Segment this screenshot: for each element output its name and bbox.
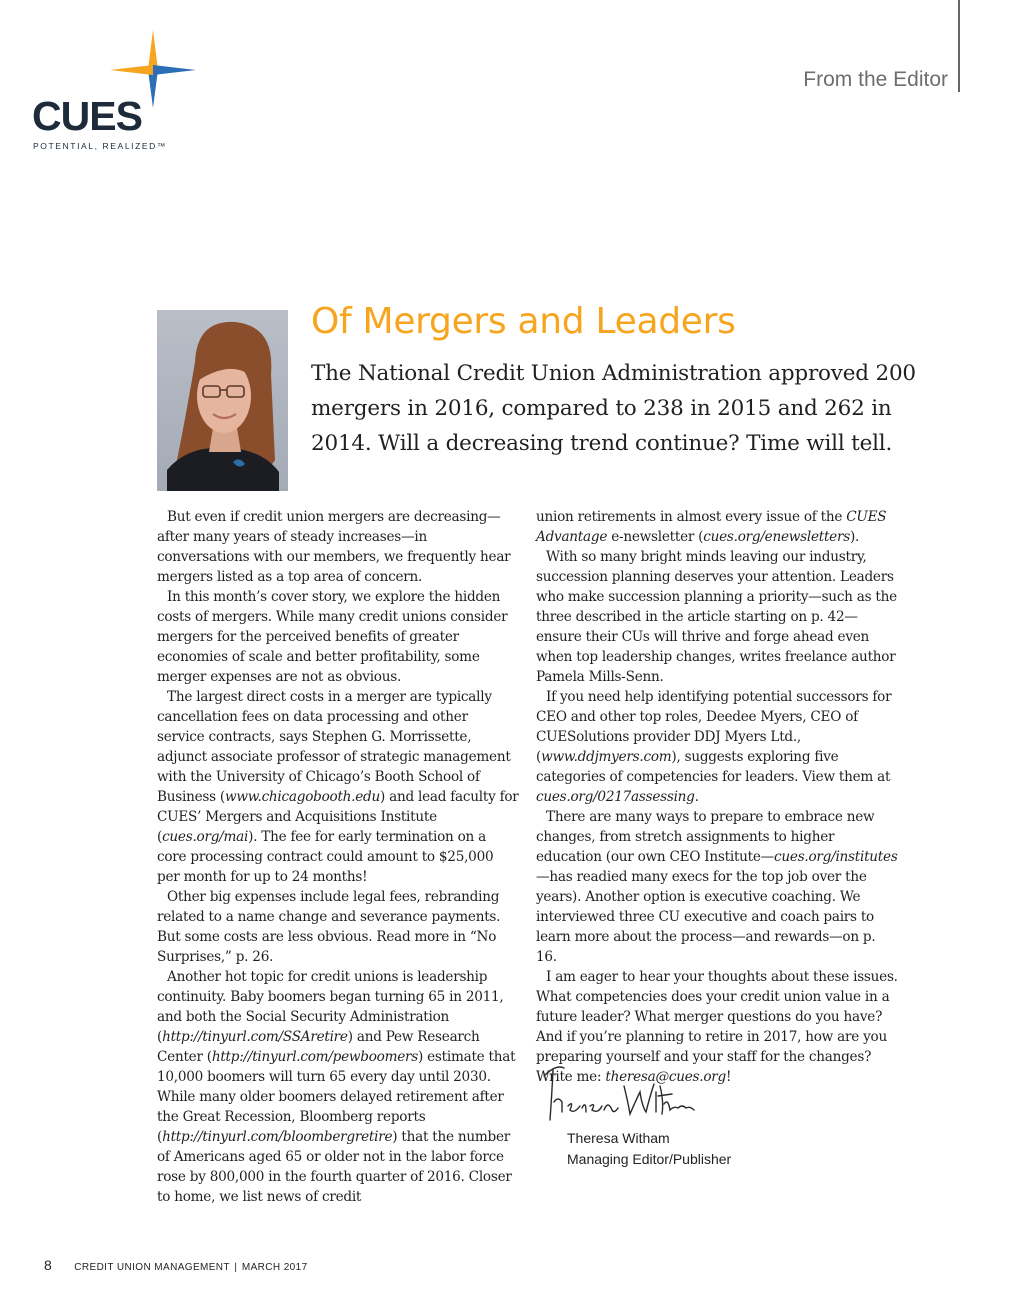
italic-reference: cues.org/mai <box>162 829 249 845</box>
paragraph-text: ) that the number of Americans aged 65 or older not in the labor force rose by 800,000 in the fourth quarter of 2016. Closer to home, we list news of credit <box>157 1129 512 1205</box>
paragraph-text: ! <box>725 1069 732 1085</box>
article-title: Of Mergers and Leaders <box>311 301 736 342</box>
paragraph-text: There are many ways to prepare to embrace new changes, from stretch assignments to higher education (our own CEO Institute— <box>536 809 875 865</box>
logo-tagline: POTENTIAL, REALIZED™ <box>33 141 168 151</box>
logo-wordmark: CUES <box>32 93 142 139</box>
paragraph-text: ). <box>849 529 860 545</box>
section-divider <box>958 0 960 92</box>
paragraph-text: ), suggests exploring five categories of competencies for leaders. View them at <box>536 749 891 785</box>
paragraph-text: The largest direct costs in a merger are typically cancellation fees on data processing and other service contracts, says Stephen G. Morrissette, adjunct associate professor of strategic management with the University of Chicago’s Booth School of Business ( <box>157 689 511 805</box>
paragraph-text: ). The fee for early termination on a core processing contract could amount to $25,000 per month for up to 24 months! <box>157 829 494 885</box>
page-number: 8 <box>44 1257 52 1273</box>
paragraph-text: Another hot topic for credit unions is leadership continuity. Baby boomers began turning 65 in 2011, and both the Social Security Administration ( <box>157 969 504 1045</box>
paragraph-text: If you need help identifying potential successors for CEO and other top roles, Deedee Myers, CEO of CUESolutions provider DDJ Myers Ltd., ( <box>536 689 892 765</box>
issue-date: MARCH 2017 <box>241 1262 308 1273</box>
italic-reference: www.ddjmyers.com <box>541 749 672 765</box>
body-paragraph <box>157 887 519 967</box>
paragraph-text: ) and lead faculty for CUES’ Mergers and Acquisitions Institute ( <box>157 789 519 845</box>
publication-name: CREDIT UNION MANAGEMENT <box>74 1262 230 1273</box>
body-paragraph <box>157 687 519 887</box>
italic-reference: http://tinyurl.com/bloombergretire <box>162 1129 393 1145</box>
italic-reference: http://tinyurl.com/pewboomers <box>211 1049 419 1065</box>
paragraph-text: union retirements in almost every issue of the <box>536 509 847 525</box>
italic-reference: cues.org/0217assessing <box>536 789 695 805</box>
article-deck: The National Credit Union Administration approved 200 mergers in 2016, compared to 238 in 2015 and 262 in 2014. Will a decreasing trend continue? Time will tell. <box>311 361 916 456</box>
body-paragraph <box>536 807 900 967</box>
page-footer <box>44 1257 308 1275</box>
italic-reference: http://tinyurl.com/SSAretire <box>162 1029 348 1045</box>
body-paragraph <box>157 587 519 687</box>
section-label: From the Editor <box>803 68 948 91</box>
signature-name: Theresa Witham <box>567 1130 670 1146</box>
body-paragraph <box>536 507 900 547</box>
body-column-right <box>536 507 900 1087</box>
italic-reference: www.chicagobooth.edu <box>224 789 380 805</box>
italic-reference: cues.org/enewsletters <box>703 529 850 545</box>
body-paragraph <box>536 687 900 807</box>
footer-separator: | <box>234 1262 238 1273</box>
paragraph-text: —has readied many execs for the top job over the years). Another option is executive coaching. We interviewed three CU executive and coach pairs to learn more about the process—and rewards—on p. 16. <box>536 869 876 965</box>
body-paragraph <box>157 507 519 587</box>
paragraph-text: . <box>694 789 699 805</box>
cues-logo <box>30 28 210 151</box>
paragraph-text: With so many bright minds leaving our industry, succession planning deserves your attention. Leaders who make succession planning a priority—such as the three described in the article starting on p. 42—ensure their CUs will thrive and forge ahead even when top leadership changes, writes freelance author Pamela Mills-Senn. <box>536 549 897 685</box>
paragraph-text: ) estimate that 10,000 boomers will turn 65 every day until 2030. While many older boomers delayed retirement after the Great Recession, Bloomberg reports ( <box>157 1049 516 1145</box>
paragraph-text: e-newsletter ( <box>607 529 704 545</box>
editor-photo <box>157 310 288 491</box>
body-column-left <box>157 507 519 1207</box>
paragraph-text: I am eager to hear your thoughts about these issues. What competencies does your credit union value in a future leader? What merger questions do you have? And if you’re planning to retire in 2017, how are you preparing yourself and your staff for the changes? Write me: <box>536 969 898 1085</box>
paragraph-text: ) and Pew Research Center ( <box>157 1029 480 1065</box>
paragraph-text: In this month’s cover story, we explore the hidden costs of mergers. While many credit unions consider mergers for the perceived benefits of greater economies of scale and better profitability, some merger expenses are not as obvious. <box>157 589 508 685</box>
body-paragraph <box>536 547 900 687</box>
signature-title: Managing Editor/Publisher <box>567 1151 732 1167</box>
handwritten-signature <box>538 1062 698 1126</box>
italic-reference: cues.org/institutes <box>774 849 898 865</box>
paragraph-text: Other big expenses include legal fees, rebranding related to a name change and severance payments. But some costs are less obvious. Read more in “No Surprises,” p. 26. <box>157 889 501 965</box>
italic-reference: CUES Advantage <box>536 509 887 545</box>
body-paragraph <box>157 967 519 1207</box>
italic-reference: theresa@cues.org <box>605 1069 726 1085</box>
paragraph-text: But even if credit union mergers are decreasing—after many years of steady increases—in conversations with our members, we frequently hear mergers listed as a top area of concern. <box>157 509 511 585</box>
